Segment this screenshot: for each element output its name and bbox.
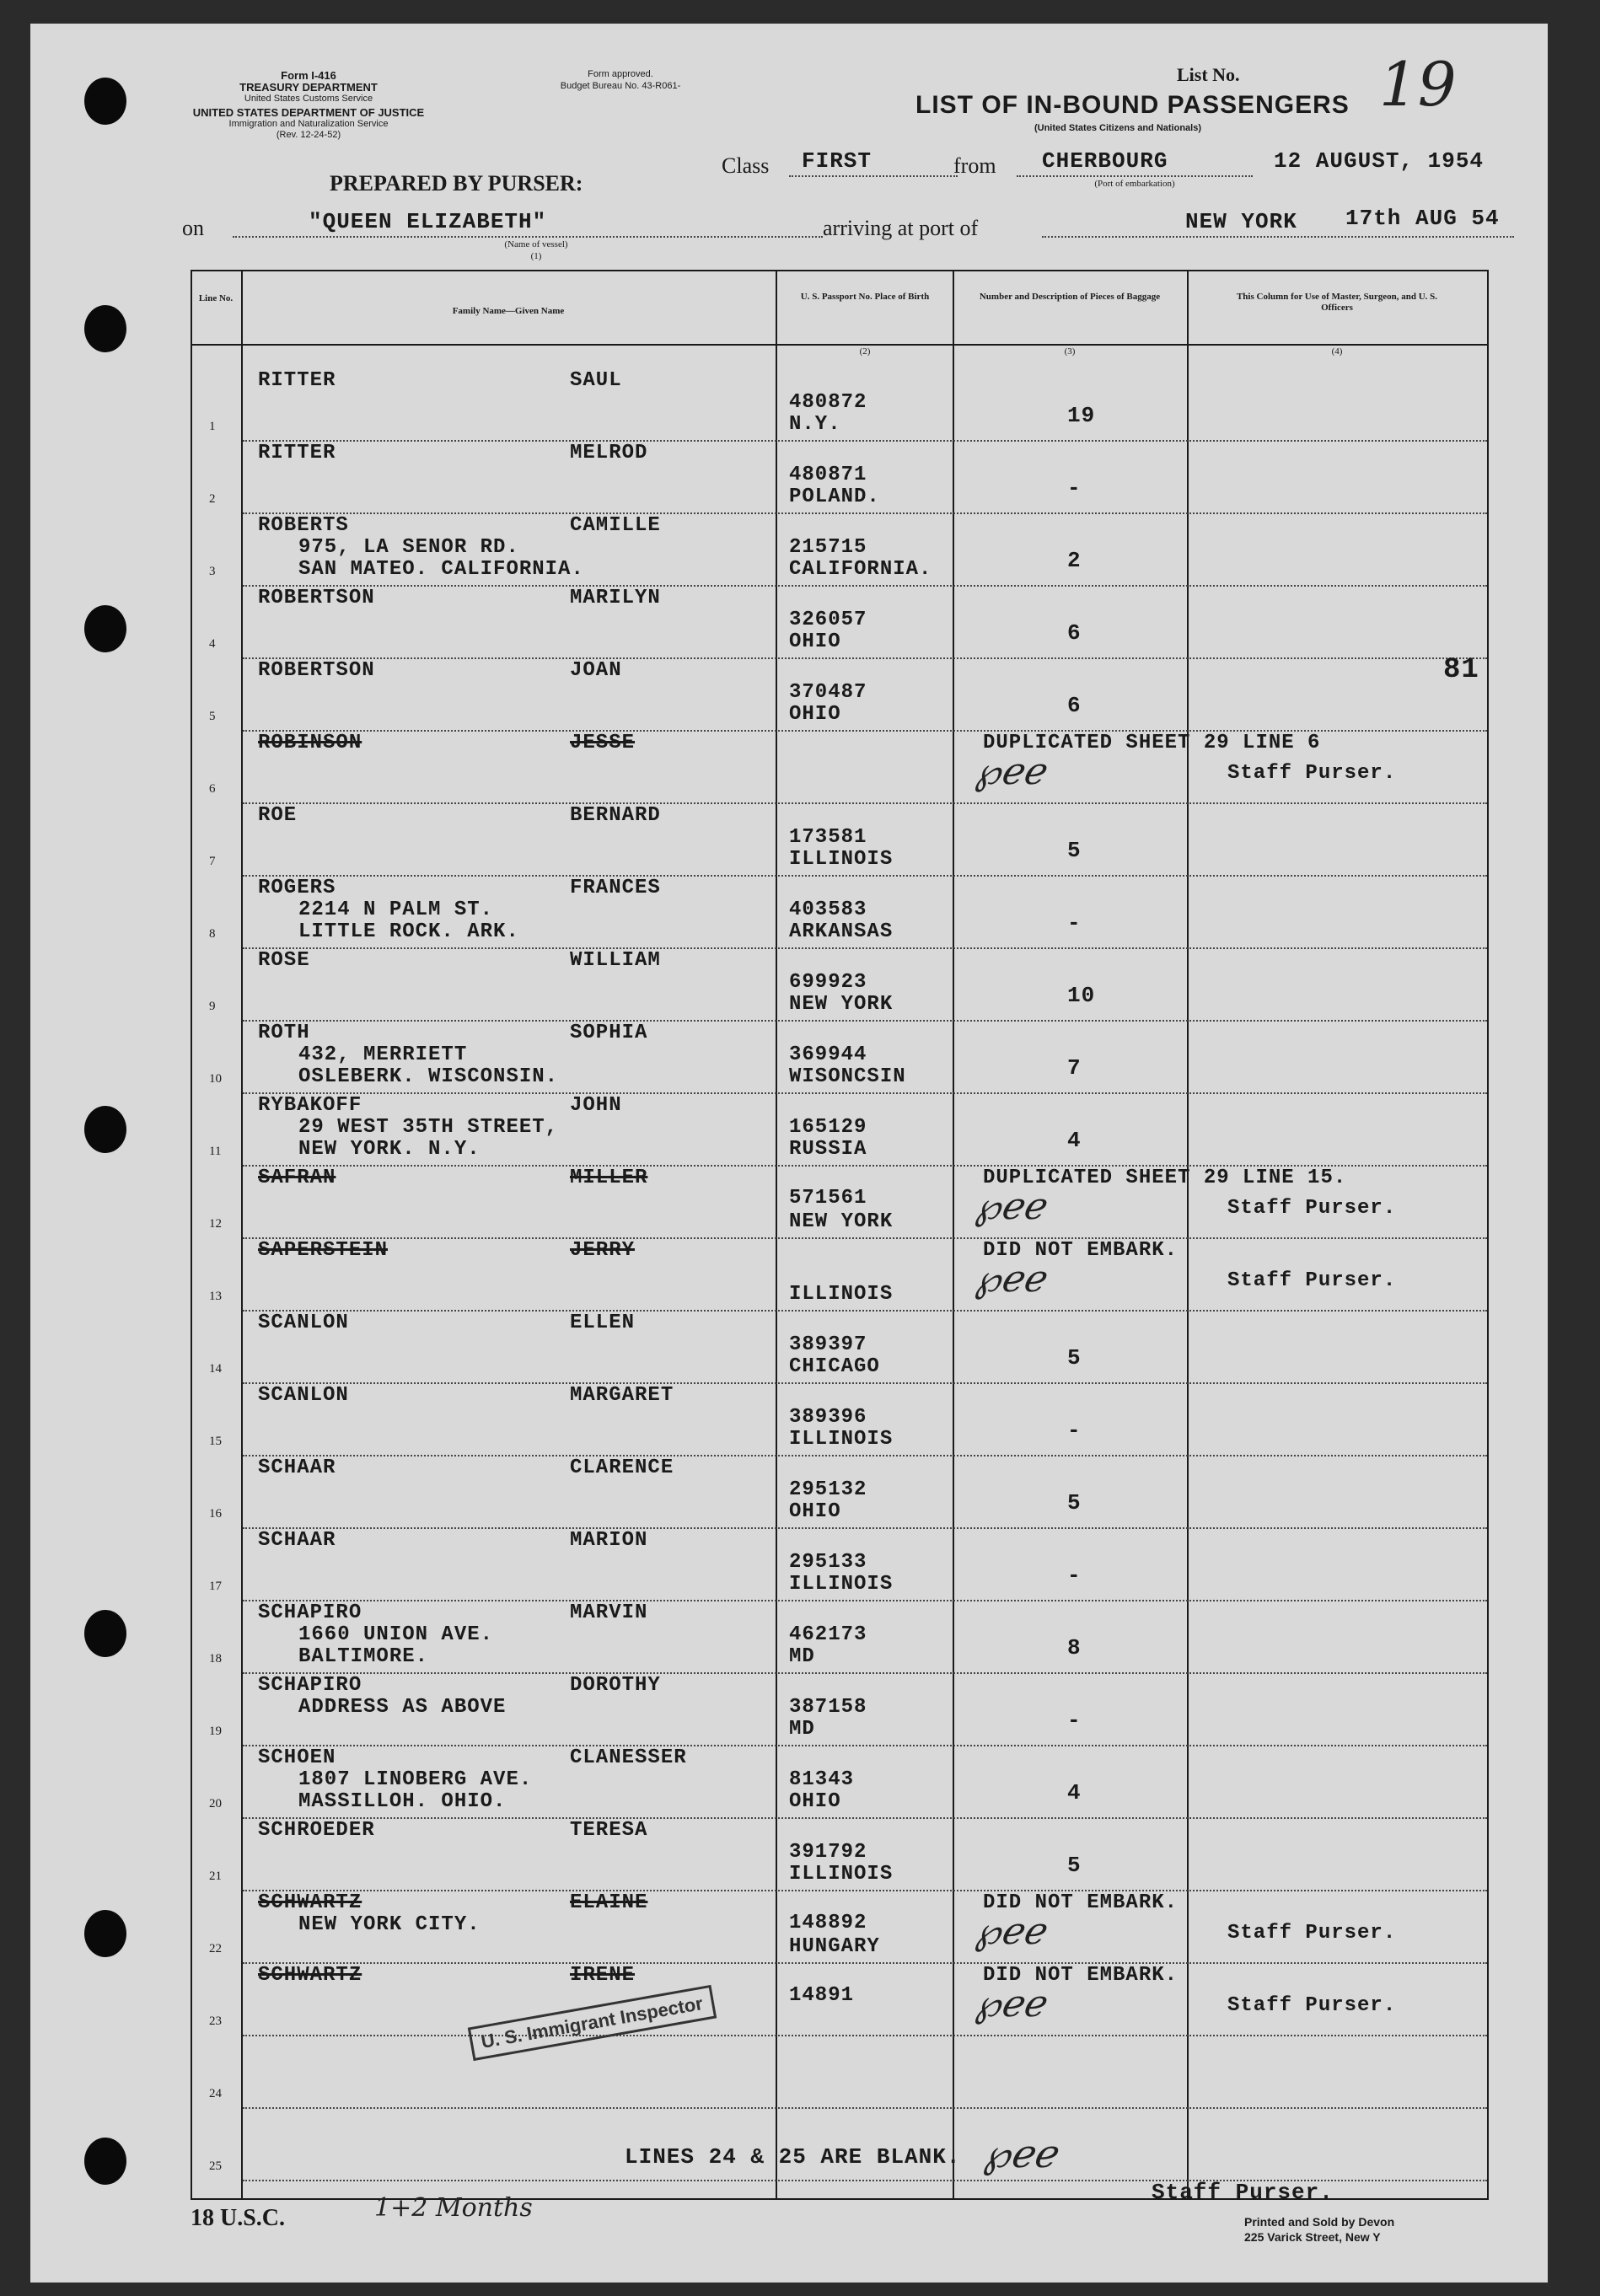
- family-name: RYBAKOFF: [258, 1094, 362, 1117]
- table-row: [30, 1384, 1548, 1456]
- col-officers-num: (4): [1331, 346, 1343, 357]
- baggage-count: -: [1067, 1418, 1082, 1443]
- col-officers-header: This Column for Use of Master, Surgeon, and U. S. Officers: [1236, 292, 1438, 313]
- family-name: SAFRAN: [258, 1167, 336, 1189]
- table-row: [30, 949, 1548, 1022]
- table-row: [30, 369, 1548, 442]
- table-row: [30, 442, 1548, 514]
- purser-signature: ℘ℯℯ: [974, 1185, 1044, 1228]
- birth-place: ARKANSAS: [789, 920, 894, 943]
- line-number: 14: [209, 1362, 222, 1376]
- printer-line-2: 225 Varick Street, New Y: [1244, 2230, 1381, 2244]
- baggage-count: 5: [1067, 1490, 1082, 1515]
- table-row: [30, 804, 1548, 877]
- address-line-2: BALTIMORE.: [298, 1645, 429, 1668]
- birth-place: NEW YORK: [789, 1210, 894, 1233]
- birth-place: OHIO: [789, 630, 841, 653]
- vessel-underline: [233, 236, 823, 238]
- passport-number: 462173: [789, 1623, 867, 1646]
- table-row: [30, 1022, 1548, 1094]
- col-passport-header: U. S. Passport No. Place of Birth: [800, 292, 930, 302]
- col-name-header: Family Name—Given Name: [452, 306, 565, 316]
- family-name: SCANLON: [258, 1384, 349, 1407]
- birth-place: ILLINOIS: [789, 848, 894, 871]
- line-number: 18: [209, 1652, 222, 1666]
- address-line-2: OSLEBERK. WISCONSIN.: [298, 1065, 559, 1088]
- line-number: 22: [209, 1942, 222, 1955]
- line-number: 2: [209, 492, 216, 506]
- birth-place: RUSSIA: [789, 1138, 867, 1161]
- family-name: SCHAPIRO: [258, 1674, 362, 1697]
- status-note: DID NOT EMBARK.: [983, 1239, 1179, 1262]
- passport-number: 173581: [789, 826, 867, 849]
- budget-bureau: Budget Bureau No. 43-R061-: [560, 81, 681, 91]
- staff-purser-label: Staff Purser.: [1227, 762, 1397, 785]
- table-row: [30, 1601, 1548, 1674]
- birth-place: NEW YORK: [789, 993, 894, 1016]
- family-name: RITTER: [258, 369, 336, 392]
- arrival-date: 17th AUG 54: [1345, 206, 1500, 231]
- from-value: CHERBOURG: [1042, 148, 1168, 174]
- from-label: from: [953, 153, 996, 178]
- table-row: [30, 1167, 1548, 1239]
- arrival-underline: [1042, 236, 1514, 238]
- passport-number: 699923: [789, 971, 867, 994]
- table-top-rule: [191, 270, 1489, 271]
- given-name: ELLEN: [570, 1312, 636, 1334]
- status-note: DID NOT EMBARK.: [983, 1891, 1179, 1914]
- class-value: FIRST: [802, 148, 872, 174]
- given-name: FRANCES: [570, 877, 661, 899]
- passport-number: 295132: [789, 1478, 867, 1501]
- given-name: SOPHIA: [570, 1022, 648, 1044]
- col-passport-num: (2): [859, 346, 871, 357]
- revision: (Rev. 12-24-52): [276, 130, 341, 140]
- family-name: ROBINSON: [258, 732, 362, 754]
- line-number: 20: [209, 1797, 222, 1811]
- baggage-count: 8: [1067, 1635, 1082, 1660]
- family-name: ROBERTSON: [258, 659, 375, 682]
- line-number: 11: [209, 1145, 222, 1158]
- line-number: 4: [209, 637, 216, 651]
- on-label: on: [182, 216, 204, 240]
- passport-number: 81343: [789, 1768, 855, 1791]
- passport-number: 215715: [789, 536, 867, 559]
- baggage-count: 5: [1067, 1345, 1082, 1371]
- binder-hole: [84, 305, 126, 352]
- binder-hole: [84, 78, 126, 125]
- blank-lines-staff: Staff Purser.: [1152, 2180, 1334, 2205]
- staff-purser-label: Staff Purser.: [1227, 1197, 1397, 1220]
- family-name: SCHOEN: [258, 1746, 336, 1769]
- form-title: LIST OF IN-BOUND PASSENGERS: [915, 91, 1350, 119]
- birth-place: POLAND.: [789, 485, 880, 508]
- address-line-2: LITTLE ROCK. ARK.: [298, 920, 519, 943]
- family-name: ROE: [258, 804, 298, 827]
- address-line-1: 29 WEST 35TH STREET,: [298, 1116, 559, 1139]
- address-line-1: 975, LA SENOR RD.: [298, 536, 519, 559]
- line-number: 19: [209, 1725, 222, 1738]
- list-no-label: List No.: [1177, 64, 1240, 85]
- line-number: 21: [209, 1870, 222, 1883]
- address-line-1: 2214 N PALM ST.: [298, 899, 494, 921]
- given-name: MELROD: [570, 442, 648, 464]
- given-name: JOHN: [570, 1094, 622, 1117]
- passport-number: 389396: [789, 1406, 867, 1429]
- family-name: ROTH: [258, 1022, 310, 1044]
- vessel-value: "QUEEN ELIZABETH": [309, 209, 547, 234]
- status-note: DUPLICATED SHEET 29 LINE 6: [983, 732, 1321, 754]
- form-approved: Form approved.: [588, 69, 653, 79]
- baggage-count: 5: [1067, 838, 1082, 863]
- birth-place: ILLINOIS: [789, 1283, 894, 1306]
- baggage-count: 6: [1067, 620, 1082, 646]
- purser-signature: ℘ℯℯ: [974, 1910, 1044, 1953]
- staff-purser-label: Staff Purser.: [1227, 1269, 1397, 1292]
- given-name: MARVIN: [570, 1601, 648, 1624]
- family-name: RITTER: [258, 442, 336, 464]
- line-number: 1: [209, 420, 216, 433]
- birth-place: CALIFORNIA.: [789, 558, 932, 581]
- birth-place: CHICAGO: [789, 1355, 880, 1378]
- table-row: [30, 877, 1548, 949]
- arrival-port: NEW YORK: [1185, 209, 1297, 234]
- family-name: SAPERSTEIN: [258, 1239, 389, 1262]
- birth-place: OHIO: [789, 1500, 841, 1523]
- prepared-by: PREPARED BY PURSER:: [330, 171, 583, 196]
- passport-number: 403583: [789, 899, 867, 921]
- baggage-count: 2: [1067, 548, 1082, 573]
- class-label: Class: [722, 153, 770, 178]
- table-row: [30, 514, 1548, 587]
- baggage-count: 4: [1067, 1780, 1082, 1805]
- inspector-stamp: U. S. Immigrant Inspector: [468, 1985, 717, 2061]
- baggage-count: 4: [1067, 1128, 1082, 1153]
- baggage-count: -: [1067, 1708, 1082, 1733]
- birth-place: N.Y.: [789, 413, 841, 436]
- col-line-header: Line No.: [198, 293, 234, 303]
- line-number: 7: [209, 855, 216, 868]
- blank-lines-note: LINES 24 & 25 ARE BLANK.: [625, 2144, 961, 2170]
- line-number: 5: [209, 710, 216, 723]
- table-row: [30, 1312, 1548, 1384]
- baggage-count: -: [1067, 910, 1082, 936]
- table-row: [30, 1746, 1548, 1819]
- family-name: SCANLON: [258, 1312, 349, 1334]
- address-line-1: NEW YORK CITY.: [298, 1913, 481, 1936]
- given-name: ELAINE: [570, 1891, 648, 1914]
- baggage-count: 10: [1067, 983, 1096, 1008]
- binder-hole: [84, 1610, 126, 1657]
- birth-place: ILLINOIS: [789, 1428, 894, 1451]
- line-number: 12: [209, 1217, 222, 1231]
- customs-service: United States Customs Service: [244, 94, 373, 104]
- passport-number: 148892: [789, 1912, 867, 1934]
- given-name: MILLER: [570, 1167, 648, 1189]
- line-number: 3: [209, 565, 216, 578]
- purser-signature-blank: ℘ℯℯ: [983, 2131, 1056, 2176]
- given-name: CAMILLE: [570, 514, 661, 537]
- purser-signature: ℘ℯℯ: [974, 750, 1044, 793]
- baggage-count: 7: [1067, 1055, 1082, 1081]
- line-number: 6: [209, 782, 216, 796]
- passport-number: 295133: [789, 1551, 867, 1574]
- binder-hole: [84, 1910, 126, 1957]
- given-name: TERESA: [570, 1819, 648, 1842]
- staff-purser-label: Staff Purser.: [1227, 1922, 1397, 1945]
- table-header-rule: [191, 344, 1489, 346]
- status-note: DUPLICATED SHEET 29 LINE 15.: [983, 1167, 1347, 1189]
- vessel-label: (Name of vessel): [504, 239, 568, 249]
- binder-hole: [84, 605, 126, 652]
- birth-place: OHIO: [789, 1790, 841, 1813]
- status-note: DID NOT EMBARK.: [983, 1964, 1179, 1987]
- table-row: [30, 1891, 1548, 1964]
- passport-number: 389397: [789, 1333, 867, 1356]
- given-name: MARILYN: [570, 587, 661, 609]
- staff-purser-label: Staff Purser.: [1227, 1994, 1397, 2017]
- passport-number: 571561: [789, 1187, 867, 1210]
- family-name: SCHAAR: [258, 1529, 336, 1552]
- birth-place: MD: [789, 1718, 815, 1741]
- given-name: IRENE: [570, 1964, 636, 1987]
- line-number: 8: [209, 927, 216, 941]
- birth-place: WISONCSIN: [789, 1065, 906, 1088]
- printer-line-1: Printed and Sold by Devon: [1244, 2215, 1395, 2229]
- form-number: Form I-416: [281, 69, 336, 82]
- family-name: SCHROEDER: [258, 1819, 375, 1842]
- table-row: [30, 1674, 1548, 1746]
- col-baggage-header: Number and Description of Pieces of Baggage: [979, 292, 1161, 302]
- table-row: [30, 1529, 1548, 1601]
- col-baggage-num: (3): [1064, 346, 1076, 357]
- purser-signature: ℘ℯℯ: [974, 1982, 1044, 2025]
- port-embark-label: (Port of embarkation): [1094, 179, 1175, 189]
- class-underline: [789, 175, 958, 177]
- purser-signature: ℘ℯℯ: [974, 1258, 1044, 1301]
- line-number: 17: [209, 1580, 222, 1593]
- table-row: [30, 1964, 1548, 2036]
- table-row: [30, 1819, 1548, 1891]
- address-line-1: 1660 UNION AVE.: [298, 1623, 494, 1646]
- line-number: 24: [209, 2087, 222, 2100]
- table-row: [30, 732, 1548, 804]
- family-name: SCHAPIRO: [258, 1601, 362, 1624]
- ins-service: Immigration and Naturalization Service: [228, 119, 389, 129]
- justice-dept: UNITED STATES DEPARTMENT OF JUSTICE: [192, 106, 425, 119]
- line-number: 23: [209, 2014, 222, 2028]
- address-line-1: 432, MERRIETT: [298, 1043, 468, 1066]
- address-line-2: SAN MATEO. CALIFORNIA.: [298, 558, 584, 581]
- address-line-2: NEW YORK. N.Y.: [298, 1138, 481, 1161]
- given-name: SAUL: [570, 369, 622, 392]
- table-row: [30, 587, 1548, 659]
- baggage-count: 19: [1067, 403, 1096, 428]
- birth-place: ILLINOIS: [789, 1863, 894, 1886]
- treasury-dept: TREASURY DEPARTMENT: [239, 81, 378, 94]
- passport-number: 370487: [789, 681, 867, 704]
- baggage-count: 5: [1067, 1853, 1082, 1878]
- given-name: JESSE: [570, 732, 636, 754]
- passport-number: 387158: [789, 1696, 867, 1719]
- given-name: JERRY: [570, 1239, 636, 1262]
- side-mark: 81: [1443, 654, 1479, 686]
- given-name: JOAN: [570, 659, 622, 682]
- passport-number: 480871: [789, 464, 867, 486]
- address-line-1: 1807 LINOBERG AVE.: [298, 1768, 533, 1791]
- binder-hole: [84, 1106, 126, 1153]
- family-name: SCHWARTZ: [258, 1964, 362, 1987]
- form-subtitle: (United States Citizens and Nationals): [1034, 123, 1202, 133]
- birth-place: HUNGARY: [789, 1935, 880, 1958]
- binder-hole: [84, 2138, 126, 2185]
- vessel-num: (1): [530, 251, 542, 261]
- baggage-count: 6: [1067, 693, 1082, 718]
- table-row: [30, 1239, 1548, 1312]
- line-number: 13: [209, 1290, 222, 1303]
- family-name: ROBERTS: [258, 514, 349, 537]
- address-line-2: MASSILLOH. OHIO.: [298, 1790, 507, 1813]
- footer-code: 18 U.S.C.: [191, 2205, 286, 2231]
- baggage-count: -: [1067, 1563, 1082, 1588]
- family-name: ROSE: [258, 949, 310, 972]
- given-name: MARION: [570, 1529, 648, 1552]
- birth-place: MD: [789, 1645, 815, 1668]
- line-number: 9: [209, 1000, 216, 1013]
- passport-number: 480872: [789, 391, 867, 414]
- table-row: [30, 1094, 1548, 1167]
- line-number: 10: [209, 1072, 222, 1086]
- table-row: [30, 1456, 1548, 1529]
- given-name: CLANESSER: [570, 1746, 687, 1769]
- given-name: CLARENCE: [570, 1456, 674, 1479]
- line-number: 15: [209, 1435, 222, 1448]
- given-name: MARGARET: [570, 1384, 674, 1407]
- given-name: WILLIAM: [570, 949, 661, 972]
- line-number: 16: [209, 1507, 222, 1521]
- passport-number: 391792: [789, 1841, 867, 1864]
- birth-place: ILLINOIS: [789, 1573, 894, 1596]
- table-row: [30, 2036, 1548, 2109]
- line-number: 25: [209, 2159, 222, 2173]
- passport-number: 14891: [789, 1984, 855, 2007]
- birth-place: OHIO: [789, 703, 841, 726]
- from-underline: [1017, 175, 1253, 177]
- family-name: SCHAAR: [258, 1456, 336, 1479]
- address-line-1: ADDRESS AS ABOVE: [298, 1696, 507, 1719]
- manifest-sheet: [30, 24, 1548, 2283]
- passport-number: 165129: [789, 1116, 867, 1139]
- family-name: SCHWARTZ: [258, 1891, 362, 1914]
- table-row: [30, 659, 1548, 732]
- family-name: ROGERS: [258, 877, 336, 899]
- family-name: ROBERTSON: [258, 587, 375, 609]
- date-value: 12 AUGUST, 1954: [1274, 148, 1485, 174]
- footer-handwriting: 1+2 Months: [374, 2193, 533, 2223]
- baggage-count: -: [1067, 475, 1082, 501]
- given-name: DOROTHY: [570, 1674, 661, 1697]
- passport-number: 369944: [789, 1043, 867, 1066]
- passport-number: 326057: [789, 609, 867, 631]
- list-no-value: 19: [1379, 49, 1457, 120]
- arriving-label: arriving at port of: [823, 216, 979, 240]
- given-name: BERNARD: [570, 804, 661, 827]
